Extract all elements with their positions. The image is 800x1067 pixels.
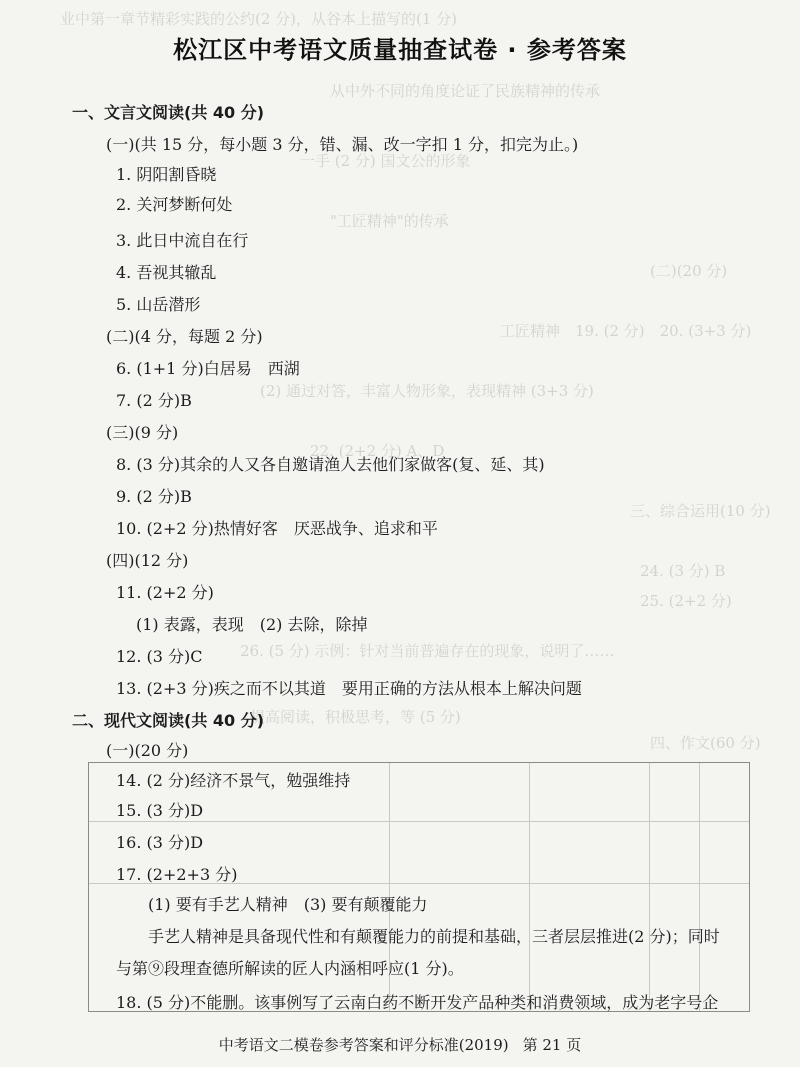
answer-line: 9. (2 分)B	[116, 487, 192, 506]
answer-line: 2. 关河梦断何处	[116, 195, 233, 214]
bleed-through-text: 22. (2+2 分) A、D	[310, 442, 445, 460]
answer-line: 5. 山岳潜形	[116, 295, 201, 314]
answer-line: 6. (1+1 分)白居易 西湖	[116, 359, 300, 378]
bleed-through-text: 三、综合运用(10 分)	[630, 502, 771, 520]
bleed-through-text: 26. (5 分) 示例：针对当前普遍存在的现象，说明了……	[240, 642, 615, 660]
answer-line: 12. (3 分)C	[116, 647, 203, 666]
bleed-through-text: 提高阅读，积极思考，等 (5 分)	[250, 708, 461, 726]
part-label: (一)(共 15 分，每小题 3 分，错、漏、改一字扣 1 分，扣完为止。)	[106, 135, 579, 154]
part-label: (三)(9 分)	[106, 423, 179, 442]
bleed-through-text: (二)(20 分)	[650, 262, 728, 280]
page-number: 第 21 页	[522, 1036, 582, 1054]
bleed-through-text: 四、作文(60 分)	[650, 734, 761, 752]
page-title: 松江区中考语文质量抽查试卷 · 参考答案	[173, 36, 627, 64]
page-footer	[0, 1034, 800, 1055]
answer-line: 手艺人精神是具备现代性和有颠覆能力的前提和基础，三者层层推进(2 分)；同时	[148, 927, 720, 946]
bleed-through-text: "工匠精神"的传承	[330, 212, 449, 230]
answer-line: 与第⑨段理查德所解读的匠人内涵相呼应(1 分)。	[116, 959, 464, 978]
section-heading-modern-reading: 二、现代文阅读(共 40 分)	[72, 711, 265, 730]
bleed-through-text: 一手 (2 分) 国文公的形象	[300, 152, 471, 170]
answer-line: 11. (2+2 分)	[116, 583, 214, 602]
part-label: (一)(20 分)	[106, 741, 189, 760]
section-heading-classical-chinese: 一、文言文阅读(共 40 分)	[72, 103, 265, 122]
part-label: (四)(12 分)	[106, 551, 189, 570]
answer-line: 15. (3 分)D	[116, 801, 204, 820]
part-label: (二)(4 分，每题 2 分)	[106, 327, 263, 346]
answer-line: (1) 表露，表现 (2) 去除，除掉	[136, 615, 368, 634]
answer-line: 3. 此日中流自在行	[116, 231, 249, 250]
answer-line: 1. 阴阳割昏晓	[116, 165, 217, 184]
answer-line: 14. (2 分)经济不景气，勉强维持	[116, 771, 351, 790]
answer-line: 16. (3 分)D	[116, 833, 204, 852]
answer-line: (1) 要有手艺人精神 (3) 要有颠覆能力	[148, 895, 428, 914]
answer-line: 18. (5 分)不能删。该事例写了云南白药不断开发产品种类和消费领域，成为老字号企	[116, 993, 719, 1012]
answer-line: 10. (2+2 分)热情好客 厌恶战争、追求和平	[116, 519, 438, 538]
bleed-through-text: 24. (3 分) B	[640, 562, 726, 580]
bleed-through-text: 25. (2+2 分)	[640, 592, 732, 610]
answer-line: 4. 吾视其辙乱	[116, 263, 217, 282]
footer-title: 中考语文二模卷参考答案和评分标准(2019)	[218, 1036, 509, 1054]
answer-line: 13. (2+3 分)疾之而不以其道 要用正确的方法从根本上解决问题	[116, 679, 582, 698]
bleed-through-text: 从中外不同的角度论证了民族精神的传承	[330, 82, 601, 100]
answer-line: 17. (2+2+3 分)	[116, 865, 238, 884]
bleed-through-text: 工匠精神 19. (2 分) 20. (3+3 分)	[500, 322, 752, 340]
bleed-through-text: (2) 通过对答，丰富人物形象，表现精神 (3+3 分)	[260, 382, 594, 400]
answer-line: 8. (3 分)其余的人又各自邀请渔人去他们家做客(复、延、其)	[116, 455, 545, 474]
answer-line: 7. (2 分)B	[116, 391, 192, 410]
bleed-through-text: 业中第一章节精彩实践的公约(2 分)，从谷本上描写的(1 分)	[60, 10, 458, 28]
